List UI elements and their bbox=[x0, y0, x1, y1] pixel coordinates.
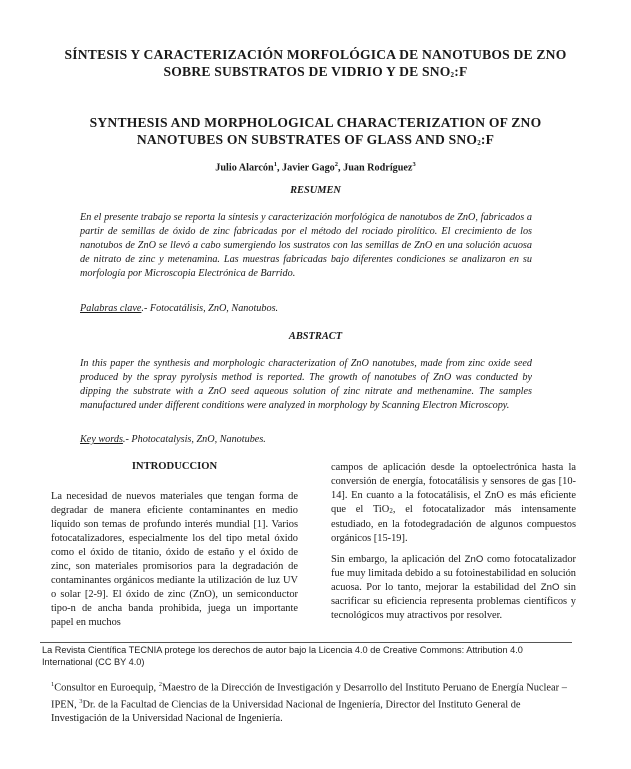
author-name: Juan Rodríguez bbox=[343, 162, 413, 174]
keywords-label: Palabras clave bbox=[80, 303, 142, 314]
intro-paragraph-right-2: Sin embargo, la aplicación del ZnO como fotocatalizador fue muy limitada debido a su fotoinestabilidad en solución acuosa. Por lo tanto, mejorar la estabilidad del ZnO sin sacrificar su eficiencia representa problemas científicos y tecnológicos muy atractivos por resolver. bbox=[331, 554, 576, 621]
author-mark: 1 bbox=[273, 161, 277, 168]
introduction-heading: INTRODUCCION bbox=[131, 461, 218, 472]
keywords-spanish: Palabras clave.- Fotocatálisis, ZnO, Nanotubos. bbox=[80, 303, 279, 314]
abstract-heading: ABSTRACT bbox=[288, 331, 343, 342]
title-english: SYNTHESIS AND MORPHOLOGICAL CHARACTERIZATION OF ZNO NANOTUBES ON SUBSTRATES OF GLASS AND SNO2:F bbox=[89, 115, 542, 147]
resumen-heading: RESUMEN bbox=[290, 185, 341, 196]
author-list: Julio Alarcón$^1$, Javier Gago$^2$, Juan Rodríguez$^3$ bbox=[215, 161, 416, 174]
resumen-text: En el presente trabajo se reporta la síntesis y caracterización morfológica de nanotubos de ZnO, fabricados a partir de semillas de óxido de zinc fabricadas por el método del rociado pirolítico. El crecimiento de los nanotubos de ZnO se llevó a cabo sumergiendo los sustratos con las semillas de ZnO en una solución acuosa de nitrato de zinc y metenamina. Las muestras fabricadas bajo diferentes condiciones se analizaron en su morfología por Microscopia Electrónica de Barrido. bbox=[80, 212, 532, 279]
author-mark: 2 bbox=[334, 161, 339, 168]
footer-divider bbox=[40, 642, 572, 643]
license-notice: La Revista Científica TECNIA protege los derechos de autor bajo la Licencia 4.0 de Creative Commons: Attribution 4.0 International (CC BY 4.0) bbox=[42, 645, 523, 667]
abstract-text: In this paper the synthesis and morphologic characterization of ZnO nanotubes, made from zinc oxide seed produced by the spray pyrolysis method is reported. The growth of nanotubes of ZnO was conducted by dipping the substrate with a ZnO seed aqueous solution of zinc nitrate and methenamine. The samples manufactured under different conditions were analyzed in morphology by Scanning Electron Microscopy. bbox=[80, 358, 532, 411]
keywords-english: Key words.- Photocatalysis, ZnO, Nanotubes. bbox=[80, 434, 266, 445]
author-name: Javier Gago bbox=[282, 162, 335, 174]
author-name: Julio Alarcón bbox=[215, 162, 274, 174]
intro-paragraph-right-1: campos de aplicación desde la optoelectrónica hasta la conversión de energía, fotocatálisis y sensores de gas [10-14]. En cuanto a la fotocatálisis, el ZnO es más eficiente que el TiO2, el fotocatalizador más intensamente estudiado, en la fotodegradación de algunos compuestos orgánicos [15-19]. bbox=[331, 462, 576, 544]
intro-paragraph-left: La necesidad de nuevos materiales que tengan forma de degradar de manera eficiente contaminantes en medio líquido son temas de profundo interés mundial [1]. Varios fotocatalizadores, especialmente los del tipo metal óxido como el óxido de titanio, óxido de estaño y el óxido de zinc, son materiales promisorios para la degradación de contaminantes orgánicos mediante la utilización de luz UV o solar [2-9]. El óxido de zinc (ZnO), un semiconductor tipo-n de ancha banda prohibida, juega un importante papel en muchos bbox=[51, 491, 298, 628]
author-mark: 3 bbox=[412, 161, 416, 168]
keywords-label: Key words bbox=[80, 434, 123, 445]
title-spanish: SÍNTESIS Y CARACTERIZACIÓN MORFOLÓGICA DE NANOTUBOS DE ZNO SOBRE SUBSTRATOS DE VIDRIO Y DE SNO2:F bbox=[64, 47, 567, 79]
author-footnote: $^1$Consultor en Euroequip, $^2$Maestro de la Dirección de Investigación y Desarrollo del Instituto Peruano de Energía Nuclear – IPEN, $^3$Dr. de la Facultad de Ciencias de la Universidad Nacional de Ingeniería, Director del Instituto General de Investigación de la Universidad Nacional de Ingeniería. bbox=[51, 681, 567, 724]
